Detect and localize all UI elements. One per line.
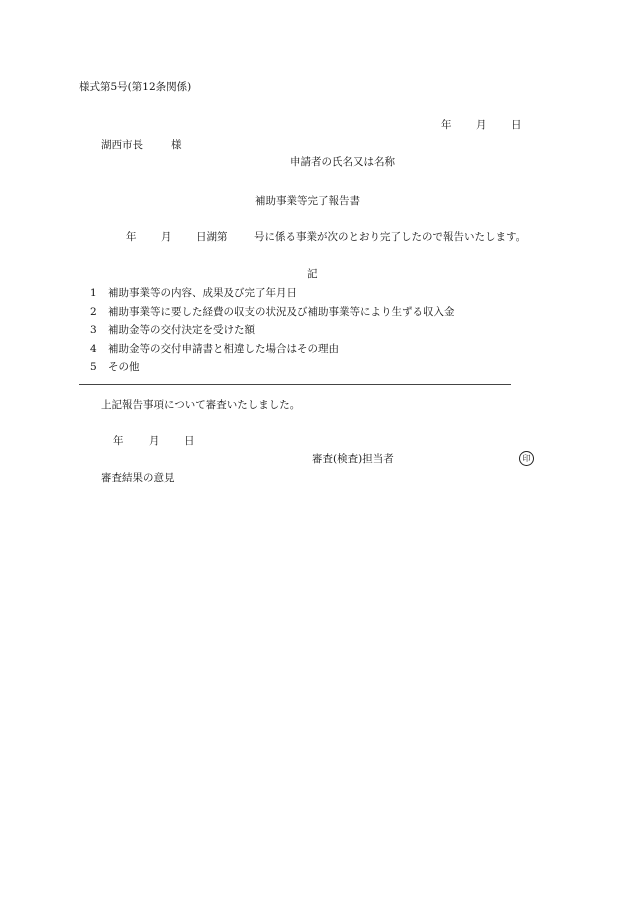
item-number: 2 [90, 306, 97, 318]
addressee-name: 湖西市長 [101, 139, 143, 151]
addressee-honorific: 様 [171, 139, 182, 151]
intro-year: 年 [126, 231, 137, 243]
ki-heading: 記 [307, 268, 318, 280]
item-number: 1 [90, 287, 97, 299]
review-date-month: 月 [149, 435, 160, 447]
review-statement: 上記報告事項について審査いたしました。 [101, 399, 301, 411]
divider-line [79, 384, 511, 385]
top-date-day: 日 [511, 119, 522, 131]
top-date-month: 月 [476, 119, 487, 131]
item-label: その他 [108, 361, 140, 373]
intro-text: 号に係る事業が次のとおり完了したので報告いたします。 [254, 231, 527, 243]
document-title: 補助事業等完了報告書 [255, 195, 360, 207]
item-number: 3 [90, 324, 97, 336]
intro-day-prefix: 日湖第 [196, 231, 228, 243]
item-number: 4 [90, 343, 97, 355]
review-officer-label: 審査(検査)担当者 [312, 453, 394, 465]
applicant-label: 申請者の氏名又は名称 [290, 156, 395, 168]
item-number: 5 [90, 361, 97, 373]
intro-month: 月 [161, 231, 172, 243]
item-label: 補助事業等の内容、成果及び完了年月日 [108, 287, 297, 299]
review-date-day: 日 [184, 435, 195, 447]
review-opinion-label: 審査結果の意見 [101, 472, 175, 484]
list-item [90, 287, 297, 300]
list-item [90, 343, 339, 356]
item-label: 補助事業等に要した経費の収支の状況及び補助事業等により生ずる収入金 [108, 306, 455, 318]
item-label: 補助金等の交付決定を受けた額 [108, 324, 255, 336]
top-date-year: 年 [441, 119, 452, 131]
form-number: 様式第5号(第12条関係) [79, 81, 192, 93]
seal-icon: 印 [519, 451, 534, 466]
list-item [90, 361, 140, 374]
review-date-year: 年 [113, 435, 124, 447]
list-item [90, 306, 455, 319]
list-item [90, 324, 255, 337]
item-label: 補助金等の交付申請書と相違した場合はその理由 [108, 343, 339, 355]
